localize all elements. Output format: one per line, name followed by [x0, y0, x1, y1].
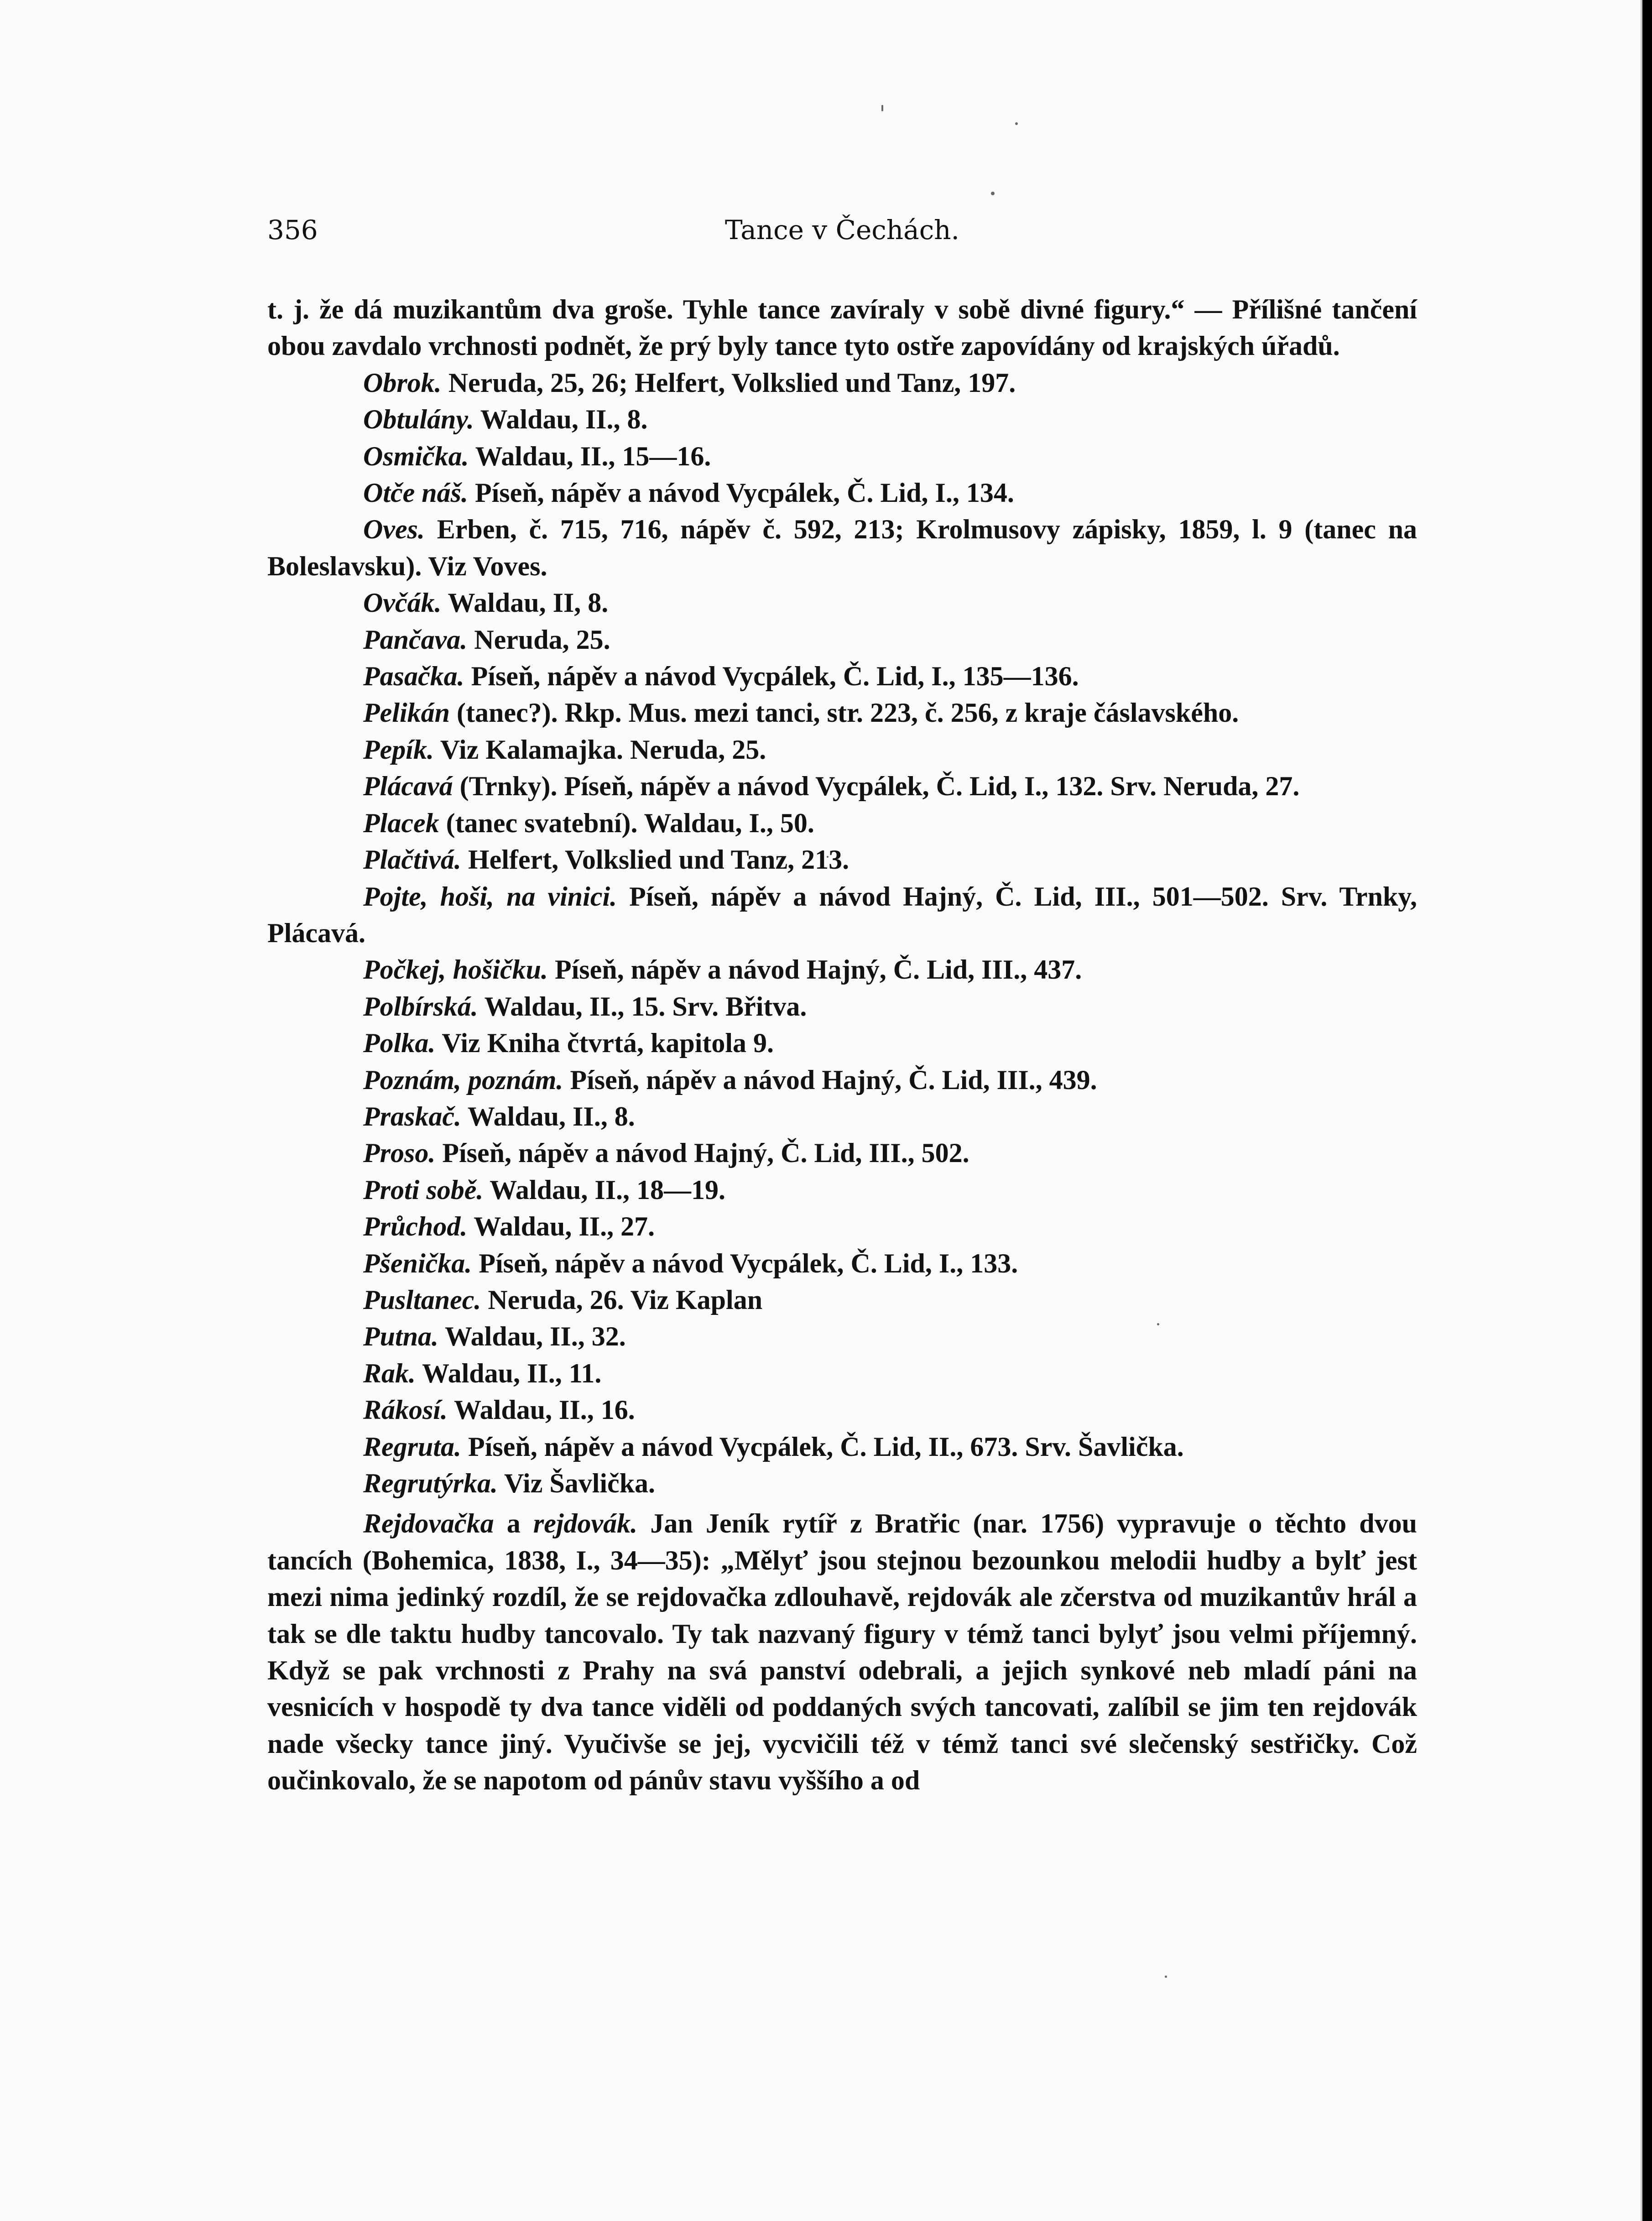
dance-reference: Erben, č. 715, 716, nápěv č. 592, 213; Krolmusovy zápisky, 1859, l. 9 (tanec na Boleslavsku). Viz Voves. [267, 514, 1417, 581]
dance-name: Pojte, hoši, na vinici. [363, 881, 617, 912]
dance-name: Obtulány. [363, 404, 474, 435]
dance-entry [267, 438, 1417, 474]
dance-reference: Neruda, 26. Viz Kaplan [481, 1284, 763, 1315]
dance-reference: Waldau, II., 32. [438, 1321, 626, 1352]
dance-reference: Waldau, II., 11. [416, 1358, 602, 1388]
dance-reference: Píseň, nápěv a návod Vycpálek, Č. Lid, I., 134. [468, 478, 1014, 508]
closing-lead-2: rejdovák. [533, 1508, 638, 1539]
intro-paragraph: t. j. že dá muzikantům dva groše. Tyhle tance zavíraly v sobě divné figury.“ — Přílišné tančení obou zavdalo vrchnosti podnět, že prý byly tance tyto ostře zapovídány od krajských úřadů. [267, 294, 1417, 361]
dance-name: Rak. [363, 1358, 416, 1388]
dance-reference: Píseň, nápěv a návod Vycpálek, Č. Lid, I., 133. [472, 1248, 1018, 1278]
dance-name: Pusltanec. [363, 1284, 481, 1315]
dance-entry [267, 1135, 1417, 1171]
dance-reference: (tanec svatební). Waldau, I., 50. [439, 808, 814, 838]
page-body [267, 291, 1417, 1799]
dance-reference: Waldau, II., 8. [474, 404, 648, 435]
dance-name: Rákosí. [363, 1395, 448, 1425]
dance-name: Plácavá [363, 771, 453, 802]
dance-reference: Píseň, nápěv a návod Vycpálek, Č. Lid, II., 673. Srv. Šavlička. [461, 1431, 1184, 1462]
dance-reference: Neruda, 25. [467, 624, 610, 655]
dance-entries-list [267, 365, 1417, 1502]
dance-name: Putna. [363, 1321, 439, 1352]
dance-reference: Viz Kalamajka. Neruda, 25. [433, 734, 766, 765]
dance-name: Regruta. [363, 1431, 462, 1462]
closing-lead: Rejdovačka [363, 1508, 494, 1539]
dance-reference: Viz Šavlička. [498, 1468, 656, 1498]
dance-entry [267, 474, 1417, 511]
dance-reference: Waldau, II., 27. [467, 1211, 655, 1242]
dance-entry [267, 1098, 1417, 1135]
dance-name: Pančava. [363, 624, 468, 655]
dance-entry [267, 988, 1417, 1025]
speck [1165, 1976, 1167, 1978]
dance-name: Polka. [363, 1028, 436, 1058]
dance-entry [267, 401, 1417, 438]
dance-name: Obrok. [363, 367, 442, 398]
dance-entry [267, 1282, 1417, 1318]
dance-entry [267, 1245, 1417, 1282]
dance-reference: Waldau, II., 8. [461, 1101, 635, 1131]
closing-conjunction: a [494, 1508, 533, 1539]
dance-entry [267, 768, 1417, 804]
dance-reference: Waldau, II., 16. [448, 1395, 635, 1425]
dance-entry [267, 805, 1417, 841]
dance-name: Regrutýrka. [363, 1468, 498, 1498]
dance-name: Pepík. [363, 734, 434, 765]
dance-name: Počkej, hošičku. [363, 954, 548, 985]
dance-entry [267, 658, 1417, 694]
dance-entry [267, 365, 1417, 401]
page-number: 356 [267, 214, 318, 245]
closing-paragraph [267, 1505, 1417, 1799]
dance-reference: (tanec?). Rkp. Mus. mezi tanci, str. 223, č. 256, z kraje čáslavského. [450, 698, 1239, 728]
page-header [267, 214, 1417, 260]
dance-entry [267, 1465, 1417, 1502]
dance-entry [267, 1172, 1417, 1208]
dance-name: Plačtivá. [363, 845, 461, 875]
speck [1015, 122, 1018, 125]
dance-name: Placek [363, 808, 439, 838]
dance-entry [267, 731, 1417, 768]
dance-name: Průchod. [363, 1211, 468, 1242]
dance-reference: (Trnky). Píseň, nápěv a návod Vycpálek, Č. Lid, I., 132. Srv. Neruda, 27. [453, 771, 1300, 802]
dance-reference: Píseň, nápěv a návod Hajný, Č. Lid, III., 501—502. Srv. Trnky, Plácavá. [267, 881, 1417, 948]
running-title: Tance v Čechách. [725, 214, 959, 245]
dance-reference: Píseň, nápěv a návod Hajný, Č. Lid, III., 439. [563, 1064, 1097, 1095]
dance-entry [267, 621, 1417, 658]
dance-entry [267, 1318, 1417, 1355]
dance-name: Osmička. [363, 441, 469, 471]
dance-entry [267, 841, 1417, 878]
dance-entry [267, 511, 1417, 584]
dance-reference: Waldau, II, 8. [441, 588, 609, 618]
dance-reference: Waldau, II., 15. Srv. Břitva. [478, 991, 807, 1022]
dance-entry [267, 584, 1417, 621]
dance-name: Ovčák. [363, 588, 442, 618]
dance-name: Otče náš. [363, 478, 468, 508]
dance-entry [267, 1025, 1417, 1061]
dance-entry [267, 1392, 1417, 1428]
speck [991, 192, 995, 195]
dance-entry [267, 1355, 1417, 1392]
dance-entry [267, 694, 1417, 731]
dance-name: Pelikán [363, 698, 450, 728]
dance-name: Proso. [363, 1138, 436, 1168]
closing-text: Jan Jeník rytíř z Bratřic (nar. 1756) vypravuje o těchto dvou tancích (Bohemica, 1838, I., 34—35): „Mělyť jsou stejnou bezounkou melodii hudby a bylť jest mezi nima jedinký rozdíl, že se rejdovačka zdlouhavě, rejdovák ale zčerstva od muzikantův hrál a tak se dle taktu hudby tancovalo. Ty tak nazvaný figury v témž tanci bylyť jsou velmi příjemný. Když se pak vrchnosti z Prahy na svá panství odebrali, a jejich synkové neb mladí páni na vesnicích v hospodě ty dva tance viděli od poddaných svých tancovati, zalíbil se jim ten rejdovák nade všecky tance jiný. Vyučivše se jej, vycvičili též v témž tanci své slečenský sestřičky. Což oučinkovalo, že se napotom od pánův stavu vyššího a od [267, 1508, 1417, 1796]
dance-entry [267, 1062, 1417, 1098]
dance-entry [267, 951, 1417, 988]
dance-name: Polbírská. [363, 991, 478, 1022]
dance-reference: Neruda, 25, 26; Helfert, Volkslied und Tanz, 197. [441, 367, 1016, 398]
dance-reference: Waldau, II., 15—16. [469, 441, 711, 471]
dance-name: Oves. [363, 514, 425, 545]
dance-reference: Píseň, nápěv a návod Vycpálek, Č. Lid, I., 135—136. [464, 661, 1079, 692]
speck [881, 105, 883, 111]
dance-name: Pasačka. [363, 661, 464, 692]
dance-entry [267, 1429, 1417, 1465]
dance-name: Praskač. [363, 1101, 461, 1131]
dance-reference: Helfert, Volkslied und Tanz, 213. [461, 845, 849, 875]
dance-reference: Viz Kniha čtvrtá, kapitola 9. [435, 1028, 774, 1058]
dance-name: Pšenička. [363, 1248, 472, 1278]
dance-entry [267, 878, 1417, 952]
dance-name: Proti sobě. [363, 1174, 484, 1205]
dance-reference: Píseň, nápěv a návod Hajný, Č. Lid, III., 502. [435, 1138, 969, 1168]
dance-name: Poznám, poznám. [363, 1064, 563, 1095]
dance-reference: Píseň, nápěv a návod Hajný, Č. Lid, III., 437. [547, 954, 1082, 985]
dance-entry [267, 1208, 1417, 1245]
dance-reference: Waldau, II., 18—19. [483, 1174, 726, 1205]
